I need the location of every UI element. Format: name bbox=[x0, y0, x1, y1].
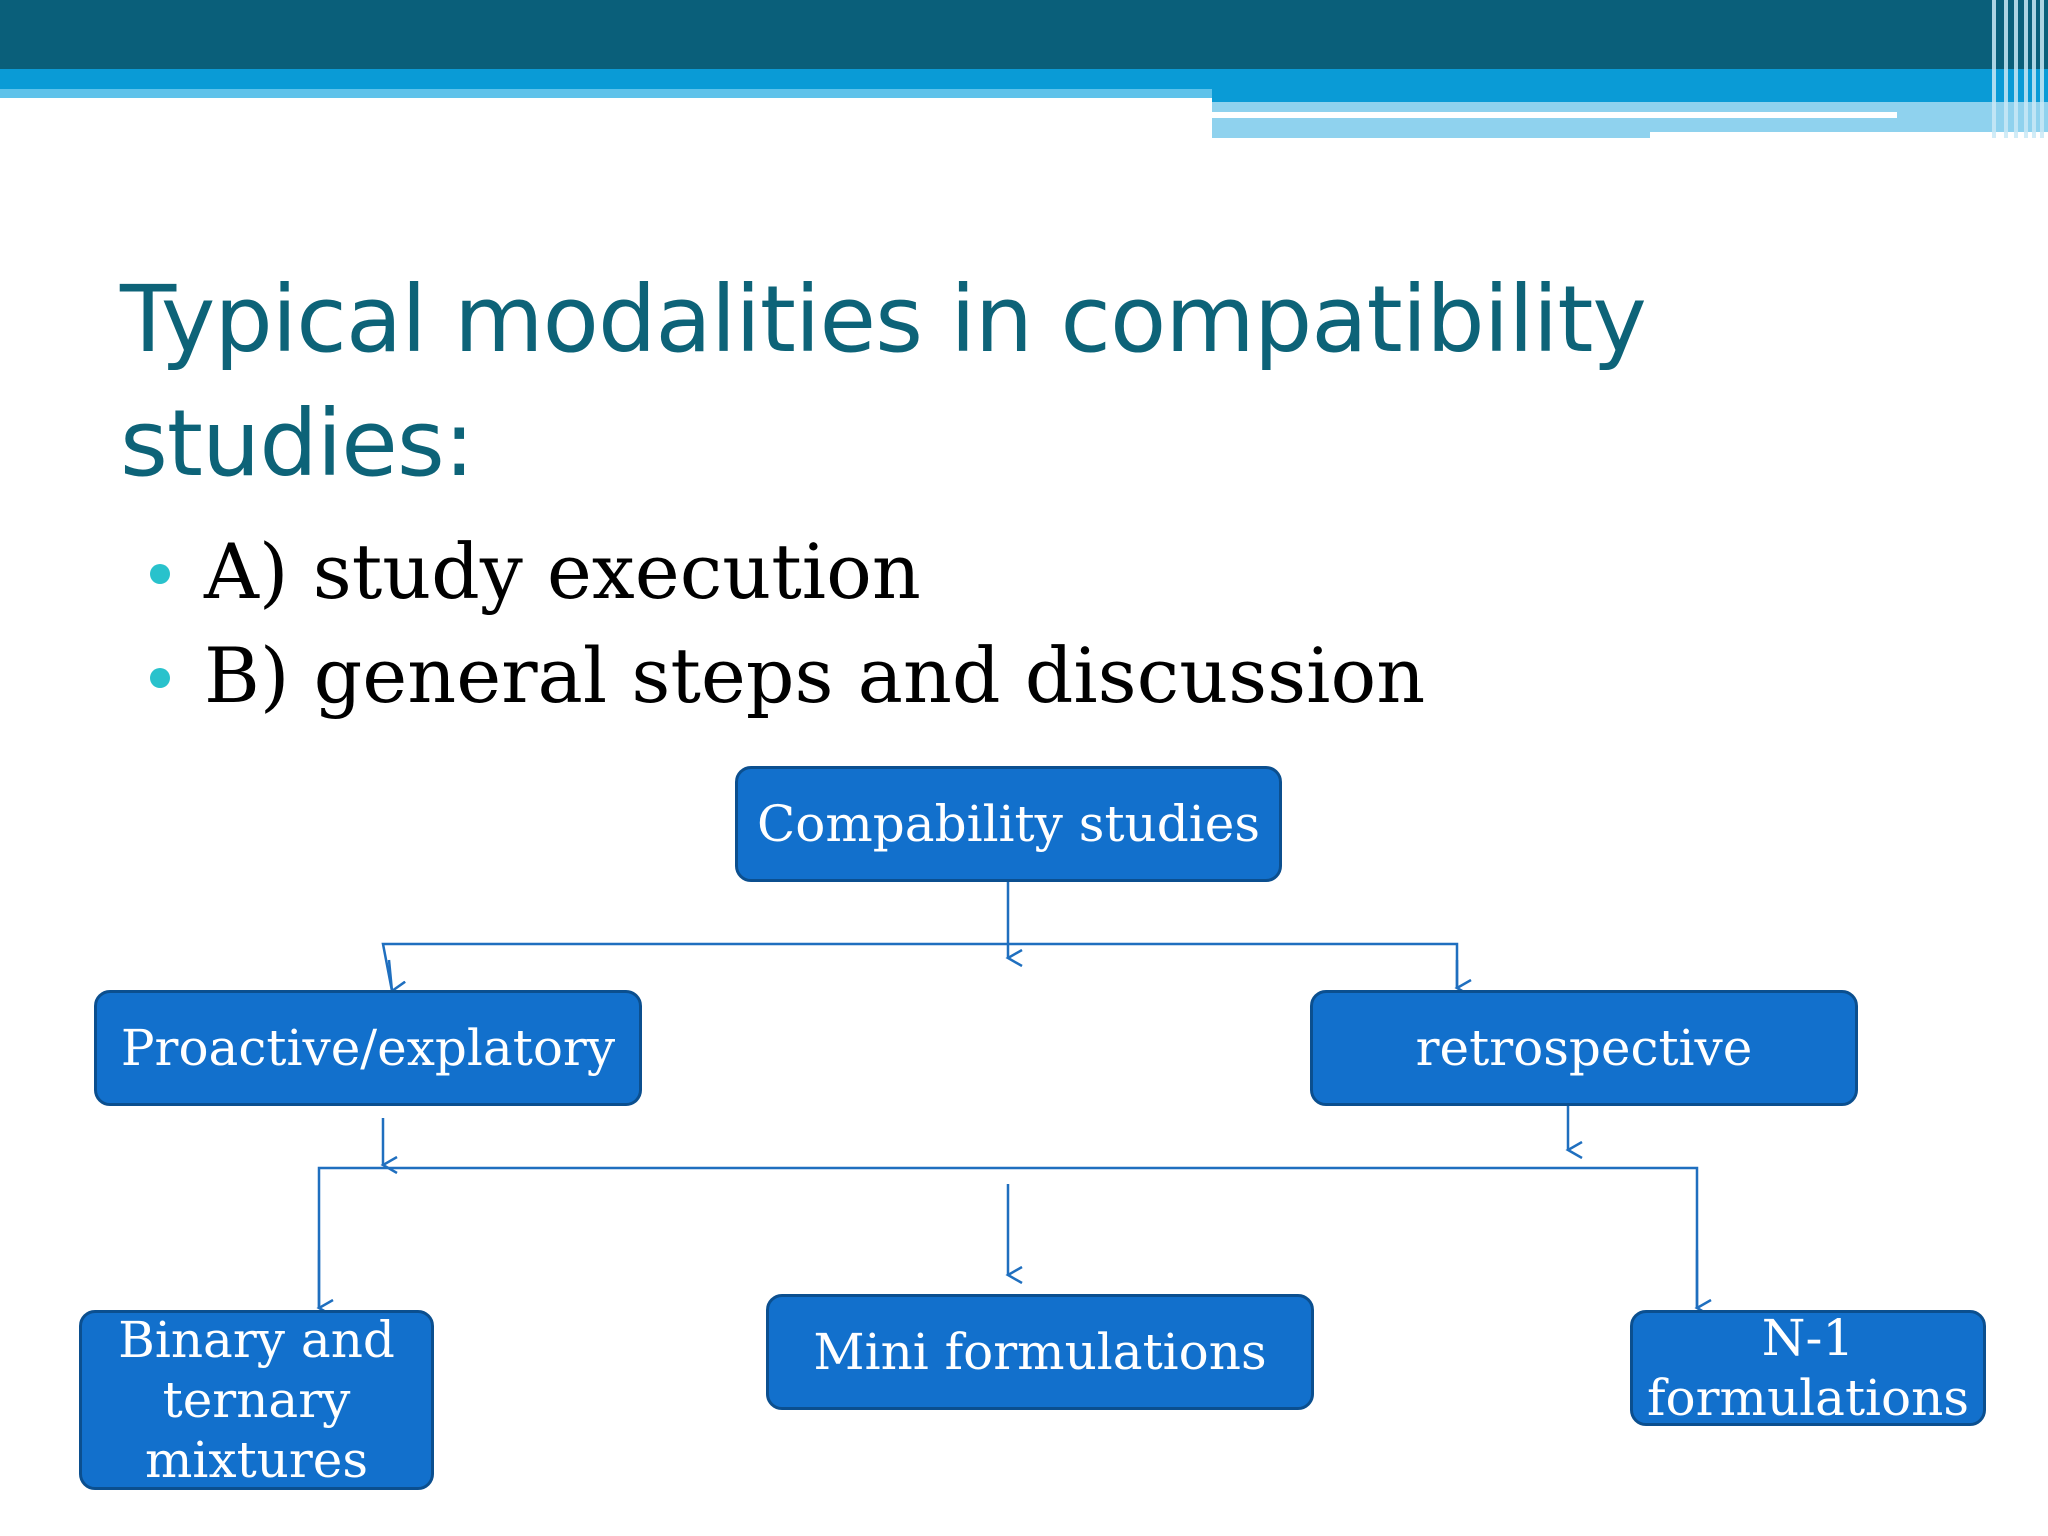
node-label: retrospective bbox=[1415, 1019, 1753, 1077]
node-retrospective bbox=[1310, 990, 1858, 1106]
bullet-text: A) study execution bbox=[204, 527, 921, 616]
node-proactive-explatory bbox=[94, 990, 642, 1106]
node-label: N-1 formulations bbox=[1647, 1309, 1969, 1427]
node-compability-studies bbox=[735, 766, 1282, 882]
node-label: Mini formulations bbox=[813, 1323, 1267, 1381]
node-binary-ternary-mixtures bbox=[79, 1310, 434, 1490]
node-label: Proactive/explatory bbox=[120, 1019, 616, 1077]
connector-branch-left-arrow bbox=[389, 960, 392, 991]
node-n1-formulations bbox=[1630, 1310, 1986, 1426]
slide-title: Typical modalities in compatibility studies: bbox=[120, 266, 1646, 497]
connector-root-branch bbox=[383, 944, 1457, 991]
node-label: Binary and ternary mixtures bbox=[118, 1311, 395, 1489]
node-mini-formulations bbox=[766, 1294, 1314, 1410]
node-label: Compability studies bbox=[756, 795, 1260, 853]
bullet-text: B) general steps and discussion bbox=[204, 631, 1426, 720]
